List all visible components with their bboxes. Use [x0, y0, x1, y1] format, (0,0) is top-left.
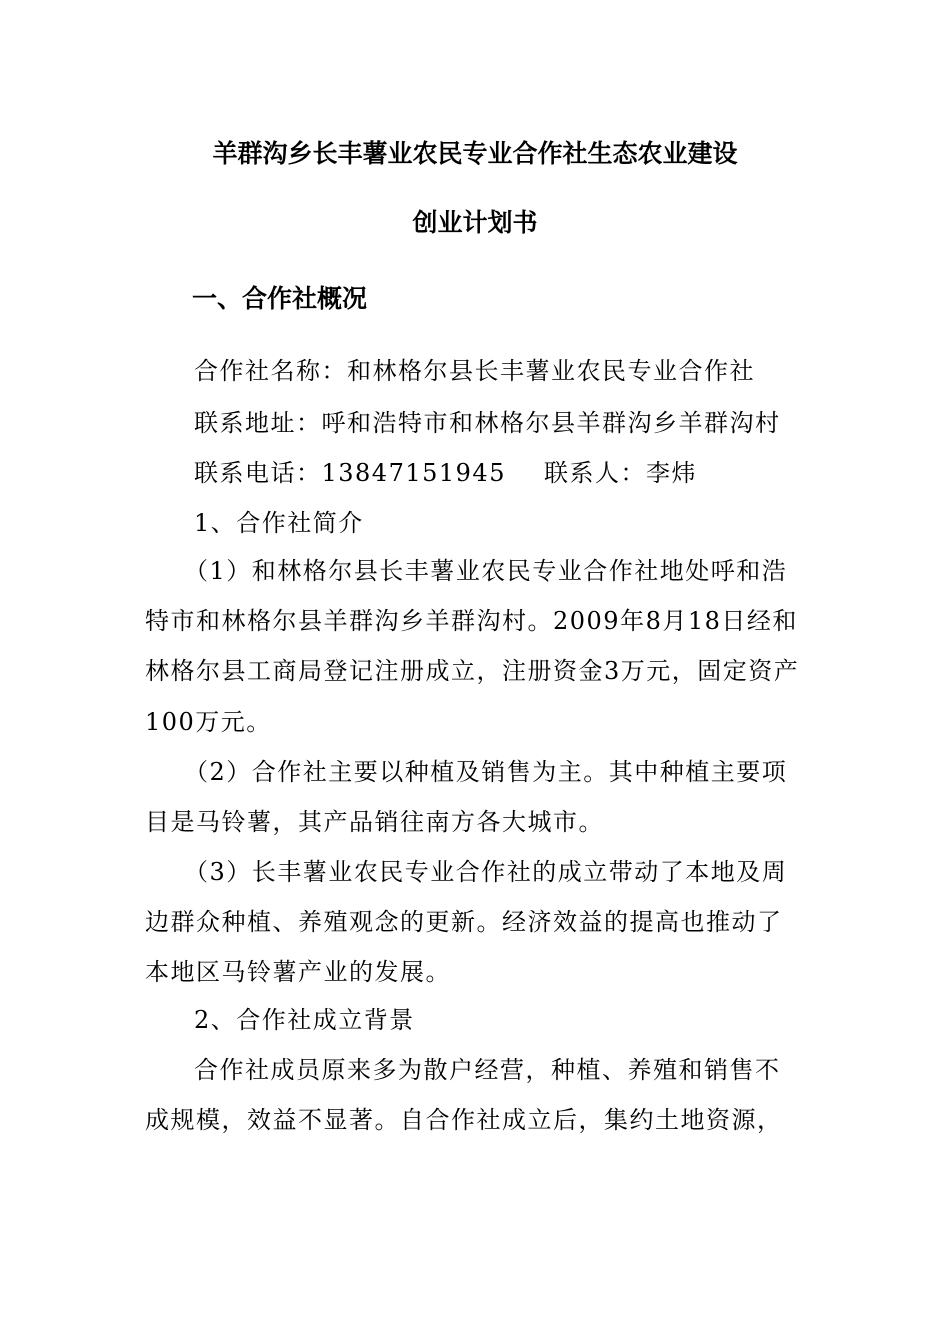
paragraph-line: （2）合作社主要以种植及销售为主。其中种植主要项	[184, 758, 788, 786]
paragraph-line: 本地区马铃薯产业的发展。	[145, 958, 451, 986]
paragraph-line: 100万元。	[145, 708, 272, 736]
document-title-line-1: 羊群沟乡长丰薯业农民专业合作社生态农业建设	[212, 139, 738, 168]
info-cooperative-name: 合作社名称：和林格尔县长丰薯业农民专业合作社	[194, 357, 755, 385]
paragraph-line: 目是马铃薯，其产品销往南方各大城市。	[145, 808, 604, 836]
section-heading-overview: 一、合作社概况	[192, 284, 368, 313]
paragraph-line: 特市和林格尔县羊群沟乡羊群沟村。2009年8月18日经和	[145, 607, 798, 635]
info-phone-row	[194, 453, 697, 488]
subheading-background: 2、合作社成立背景	[194, 1006, 415, 1034]
paragraph-line: （1）和林格尔县长丰薯业农民专业合作社地处呼和浩	[184, 557, 788, 585]
paragraph-line: 边群众种植、养殖观念的更新。经济效益的提高也推动了	[145, 908, 783, 936]
info-phone: 联系电话：13847151945	[194, 459, 506, 487]
paragraph-line: （3）长丰薯业农民专业合作社的成立带动了本地及周	[184, 858, 788, 886]
subheading-intro: 1、合作社简介	[194, 509, 364, 537]
paragraph-line: 林格尔县工商局登记注册成立，注册资金3万元，固定资产	[145, 657, 800, 685]
paragraph-line: 成规模，效益不显著。自合作社成立后，集约土地资源，	[145, 1106, 783, 1134]
info-address: 联系地址：呼和浩特市和林格尔县羊群沟乡羊群沟村	[194, 409, 781, 437]
paragraph-line: 合作社成员原来多为散户经营，种植、养殖和销售不	[194, 1056, 781, 1084]
info-contact-person: 联系人：李炜	[543, 459, 697, 487]
document-title-line-2: 创业计划书	[412, 208, 538, 237]
